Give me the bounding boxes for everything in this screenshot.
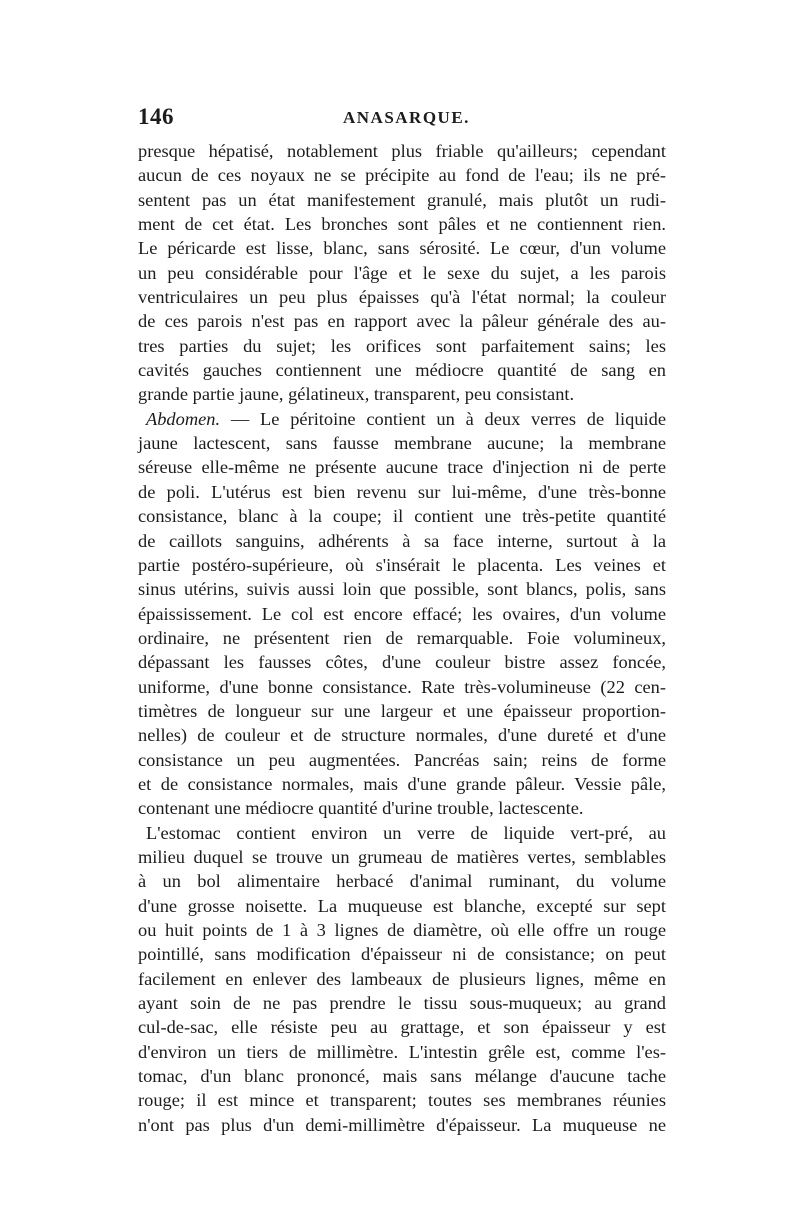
text-line: cavités gauches contiennent une médiocre quantité de sang en [138, 360, 666, 381]
text-line: de poli. L'utérus est bien revenu sur lui-même, d'une très-bonne [138, 481, 666, 502]
text-line: ordinaire, ne présentent rien de remarquable. Foie volumineux, [138, 627, 666, 648]
text-line: de caillots sanguins, adhérents à sa face interne, surtout à la [138, 530, 666, 551]
text-line: ment de cet état. Les bronches sont pâles et ne contiennent rien. [138, 214, 666, 235]
text-line: cul-de-sac, elle résiste peu au grattage, et son épaisseur y est [138, 1017, 666, 1038]
text-line: partie postéro-supérieure, où s'insérait le placenta. Les veines et [138, 554, 666, 575]
paragraph-1 [138, 139, 666, 407]
text-line [138, 407, 666, 431]
text-line: consistance, blanc à la coupe; il contient une très-petite quantité [138, 506, 666, 527]
text-line: un peu considérable pour l'âge et le sexe du sujet, a les parois [138, 262, 666, 283]
text-line: ventriculaires un peu plus épaisses qu'à l'état normal; la couleur [138, 287, 666, 308]
text-line: sinus utérins, suivis aussi loin que possible, sont blancs, polis, sans [138, 579, 666, 600]
text-line: ayant soin de ne pas prendre le tissu sous-muqueux; au grand [138, 993, 666, 1014]
text-line: tomac, d'un blanc prononcé, mais sans mélange d'aucune tache [138, 1066, 666, 1087]
text-line: à un bol alimentaire herbacé d'animal ruminant, du volume [138, 871, 666, 892]
text-line: presque hépatisé, notablement plus friable qu'ailleurs; cependant [138, 141, 666, 161]
body-text [138, 139, 666, 1137]
text-line: tres parties du sujet; les orifices sont parfaitement sains; les [138, 335, 666, 356]
text-line: n'ont pas plus d'un demi-millimètre d'épaisseur. La muqueuse ne [138, 1114, 666, 1135]
text-line: grande partie jaune, gélatineux, transparent, peu consistant. [138, 384, 575, 405]
text-line: rouge; il est mince et transparent; toutes ses membranes réunies [138, 1090, 666, 1111]
text-line-rest: — Le péritoine contient un à deux verres de liquide [220, 408, 666, 429]
text-line: séreuse elle-même ne présente aucune trace d'injection ni de perte [138, 457, 666, 478]
text-line: Le péricarde est lisse, blanc, sans sérosité. Le cœur, d'un volume [138, 238, 666, 259]
text-line: aucun de ces noyaux ne se précipite au fond de l'eau; ils ne pré- [138, 165, 666, 186]
running-head: ANASARQUE. [343, 108, 470, 127]
text-line: contenant une médiocre quantité d'urine trouble, lactescente. [138, 798, 584, 819]
text-line: nelles) de couleur et de structure normales, d'une dureté et d'une [138, 725, 666, 746]
section-lead: Abdomen. [146, 408, 221, 429]
text-line: dépassant les fausses côtes, d'une couleur bistre assez foncée, [138, 652, 666, 673]
text-line: sentent pas un état manifestement granulé, mais plutôt un rudi- [138, 189, 666, 210]
text-line: facilement en enlever des lambeaux de plusieurs lignes, même en [138, 968, 666, 989]
paragraph-3 [138, 821, 666, 1137]
page-header [138, 104, 666, 136]
text-line: uniforme, d'une bonne consistance. Rate très-volumineuse (22 cen- [138, 676, 666, 697]
text-line: d'une grosse noisette. La muqueuse est blanche, excepté sur sept [138, 895, 666, 916]
text-line: timètres de longueur sur une largeur et une épaisseur proportion- [138, 700, 666, 721]
text-line: épaississement. Le col est encore effacé; les ovaires, d'un volume [138, 603, 666, 624]
text-line: L'estomac contient environ un verre de liquide vert-pré, au [146, 822, 666, 843]
text-line: jaune lactescent, sans fausse membrane aucune; la membrane [138, 433, 666, 454]
text-line: pointillé, sans modification d'épaisseur ni de consistance; on peut [138, 944, 666, 965]
text-line: de ces parois n'est pas en rapport avec la pâleur générale des au- [138, 311, 666, 332]
text-line: milieu duquel se trouve un grumeau de matières vertes, semblables [138, 846, 666, 867]
page-number: 146 [138, 104, 174, 129]
text-line: consistance un peu augmentées. Pancréas sain; reins de forme [138, 749, 666, 770]
text-line: ou huit points de 1 à 3 lignes de diamètre, où elle offre un rouge [138, 920, 666, 940]
paragraph-2 [138, 407, 666, 821]
text-line: et de consistance normales, mais d'une grande pâleur. Vessie pâle, [138, 773, 666, 794]
text-line: d'environ un tiers de millimètre. L'intestin grêle est, comme l'es- [138, 1041, 666, 1062]
